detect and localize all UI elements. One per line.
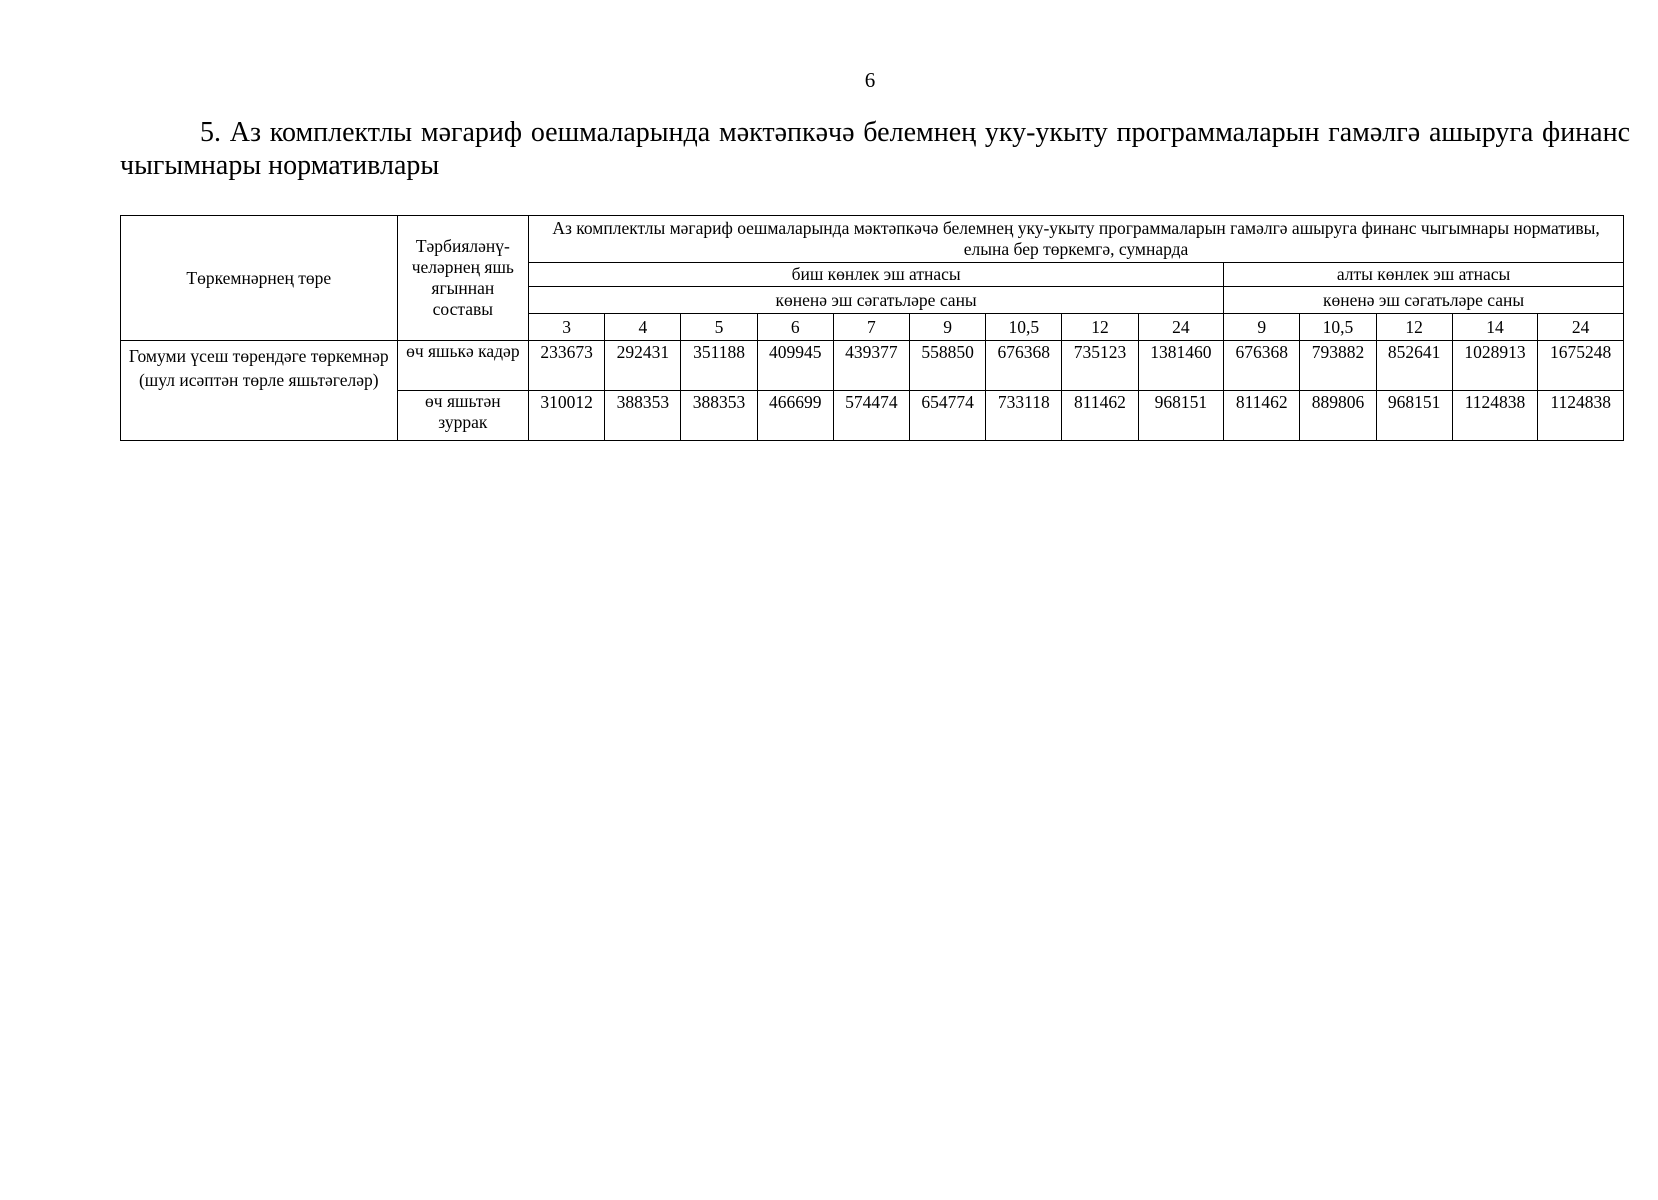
value-cell: 1381460	[1138, 341, 1224, 391]
value-cell: 733118	[986, 391, 1062, 441]
header-hours-label-five: көненә эш сәгатьләре саны	[529, 287, 1224, 314]
header-six-day-week: алты көнлек эш атнасы	[1224, 263, 1624, 287]
value-cell: 351188	[681, 341, 757, 391]
value-cell: 574474	[833, 391, 909, 441]
value-cell: 654774	[910, 391, 986, 441]
header-age: Тәрбияләнү-челәрнең яшь ягыннан составы	[397, 216, 529, 341]
hours-cell: 9	[910, 314, 986, 341]
value-cell: 1675248	[1538, 341, 1624, 391]
normatives-table	[120, 215, 1624, 441]
group-type-cell: Гомуми үсеш төрендәге төркемнәр (шул исәптән төрле яшьтәгеләр)	[121, 341, 398, 441]
hours-cell: 10,5	[986, 314, 1062, 341]
value-cell: 676368	[1224, 341, 1300, 391]
section-heading: 5. Аз комплектлы мәгариф оешмаларында мәктәпкәчә белемнең уку-укыту программаларын гамәлгә ашыруга финанс чыгымнары нормативлары	[120, 117, 1630, 181]
page-number: 6	[864, 68, 876, 92]
value-cell: 968151	[1138, 391, 1224, 441]
hours-cell: 24	[1138, 314, 1224, 341]
value-cell: 1124838	[1538, 391, 1624, 441]
hours-cell: 4	[605, 314, 681, 341]
value-cell: 409945	[757, 341, 833, 391]
hours-cell: 5	[681, 314, 757, 341]
age-cell: өч яшькә кадәр	[397, 341, 529, 391]
age-cell: өч яшьтән зуррак	[397, 391, 529, 441]
value-cell: 558850	[910, 341, 986, 391]
hours-cell: 6	[757, 314, 833, 341]
value-cell: 310012	[529, 391, 605, 441]
hours-cell: 9	[1224, 314, 1300, 341]
value-cell: 233673	[529, 341, 605, 391]
header-five-day-week: биш көнлек эш атнасы	[529, 263, 1224, 287]
value-cell: 852641	[1376, 341, 1452, 391]
value-cell: 466699	[757, 391, 833, 441]
value-cell: 889806	[1300, 391, 1376, 441]
value-cell: 292431	[605, 341, 681, 391]
value-cell: 811462	[1062, 391, 1138, 441]
hours-cell: 12	[1062, 314, 1138, 341]
value-cell: 388353	[605, 391, 681, 441]
value-cell: 388353	[681, 391, 757, 441]
value-cell: 1124838	[1452, 391, 1538, 441]
hours-cell: 24	[1538, 314, 1624, 341]
hours-cell: 10,5	[1300, 314, 1376, 341]
value-cell: 968151	[1376, 391, 1452, 441]
hours-cell: 12	[1376, 314, 1452, 341]
hours-cell: 14	[1452, 314, 1538, 341]
value-cell: 793882	[1300, 341, 1376, 391]
header-group-type: Төркемнәрнең төре	[121, 216, 398, 341]
hours-cell: 3	[529, 314, 605, 341]
value-cell: 676368	[986, 341, 1062, 391]
hours-cell: 7	[833, 314, 909, 341]
value-cell: 1028913	[1452, 341, 1538, 391]
header-normatives: Аз комплектлы мәгариф оешмаларында мәктәпкәчә белемнең уку-укыту программаларын гамәлгә ашыруга финанс чыгымнары нормативы, елына бер төркемгә, сумнарда	[529, 216, 1624, 263]
table-row	[121, 341, 1624, 391]
header-hours-label-six: көненә эш сәгатьләре саны	[1224, 287, 1624, 314]
value-cell: 735123	[1062, 341, 1138, 391]
value-cell: 811462	[1224, 391, 1300, 441]
value-cell: 439377	[833, 341, 909, 391]
